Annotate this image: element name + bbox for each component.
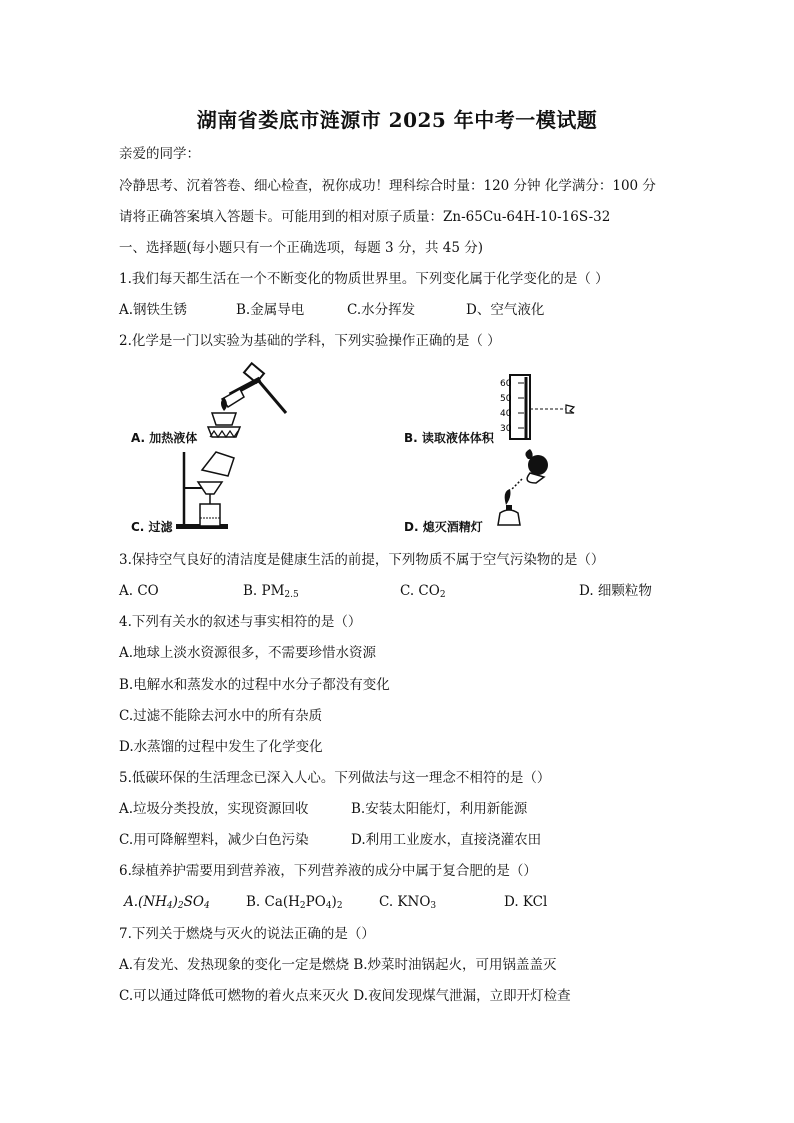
question-5-option-c: C.用可降解塑料，减少白色污染 xyxy=(119,832,309,848)
instructions-line-1: 冷静思考、沉着答卷、细心检查，祝你成功！理科综合时量：120 分钟 化学满分：100 分 xyxy=(119,178,656,194)
question-1-option-a: A.钢铁生锈 xyxy=(119,302,188,318)
question-5-option-d: D.利用工业废水，直接浇灌农田 xyxy=(351,832,542,848)
question-5-option-b: B.安装太阳能灯，利用新能源 xyxy=(351,801,528,817)
graduated-cylinder-illustration xyxy=(500,373,590,443)
option-b-label: B. 读取液体体积 xyxy=(404,431,494,445)
question-4-option-a: A.地球上淡水资源很多，不需要珍惜水资源 xyxy=(119,645,377,661)
greeting: 亲爱的同学： xyxy=(119,146,200,162)
question-5-option-a: A.垃圾分类投放，实现资源回收 xyxy=(119,801,309,817)
question-4-option-d: D.水蒸馏的过程中发生了化学变化 xyxy=(119,739,323,755)
filtration-illustration xyxy=(176,448,240,530)
question-4-option-b: B.电解水和蒸发水的过程中水分子都没有变化 xyxy=(119,677,390,693)
question-1-option-b: B.金属导电 xyxy=(236,302,305,318)
section-heading: 一、选择题(每小题只有一个正确选项，每题 3 分，共 45 分) xyxy=(119,240,483,256)
cylinder-tick-50: 50 xyxy=(500,394,512,404)
heating-liquid-illustration xyxy=(200,365,300,447)
question-1-stem: 1.我们每天都生活在一个不断变化的物质世界里。下列变化属于化学变化的是（ ） xyxy=(119,271,609,287)
question-6-option-d: D. KCl xyxy=(504,894,548,910)
question-7-options-cd: C.可以通过降低可燃物的着火点来灭火 D.夜间发现煤气泄漏，立即开灯检查 xyxy=(119,988,571,1004)
question-3-option-b: B. $PM_{2.5}$ xyxy=(243,583,299,600)
question-1-option-c: C.水分挥发 xyxy=(347,302,416,318)
question-3-stem: 3.保持空气良好的清洁度是健康生活的前提，下列物质不属于空气污染物的是（） xyxy=(119,552,605,568)
question-7-stem: 7.下列关于燃烧与灭火的说法正确的是（） xyxy=(119,926,375,942)
instructions-line-2: 请将正确答案填入答题卡。可能用到的相对原子质量：Zn-65Cu-64H-10-16S-32 xyxy=(119,209,611,225)
cylinder-tick-60: 60 xyxy=(500,379,512,389)
question-6-option-c: C. $KNO_3$ xyxy=(379,894,437,911)
question-3-option-d: D. 细颗粒物 xyxy=(579,583,652,599)
question-1-option-d: D、空气液化 xyxy=(466,302,545,318)
question-3-option-a: A. CO xyxy=(119,583,159,599)
question-7-options-ab: A.有发光、发热现象的变化一定是燃烧 B.炒菜时油锅起火，可用锅盖盖灭 xyxy=(119,957,557,973)
question-2-stem: 2.化学是一门以实验为基础的学科，下列实验操作正确的是（ ） xyxy=(119,333,501,349)
question-4-option-c: C.过滤不能除去河水中的所有杂质 xyxy=(119,708,323,724)
question-5-stem: 5.低碳环保的生活理念已深入人心。下列做法与这一理念不相符的是（） xyxy=(119,770,551,786)
cylinder-tick-40: 40 xyxy=(500,409,512,419)
cylinder-tick-30: 30 xyxy=(500,424,512,434)
alcohol-lamp-illustration xyxy=(492,449,572,531)
option-d-label: D. 熄灭酒精灯 xyxy=(404,520,483,534)
option-a-label: A. 加热液体 xyxy=(131,431,198,445)
question-4-stem: 4.下列有关水的叙述与事实相符的是（） xyxy=(119,614,362,630)
option-c-label: C. 过滤 xyxy=(131,520,173,534)
question-6-option-a: $A.(NH_4)_2SO_4$ xyxy=(124,894,210,911)
question-6-option-b: B. $Ca(H_2PO_4)_2$ xyxy=(246,894,343,911)
question-6-stem: 6.绿植养护需要用到营养液，下列营养液的成分中属于复合肥的是（） xyxy=(119,863,537,879)
page-title: 湖南省娄底市涟源市 2025 年中考一模试题 xyxy=(196,108,598,132)
question-3-option-c: C. $CO_2$ xyxy=(400,583,446,600)
